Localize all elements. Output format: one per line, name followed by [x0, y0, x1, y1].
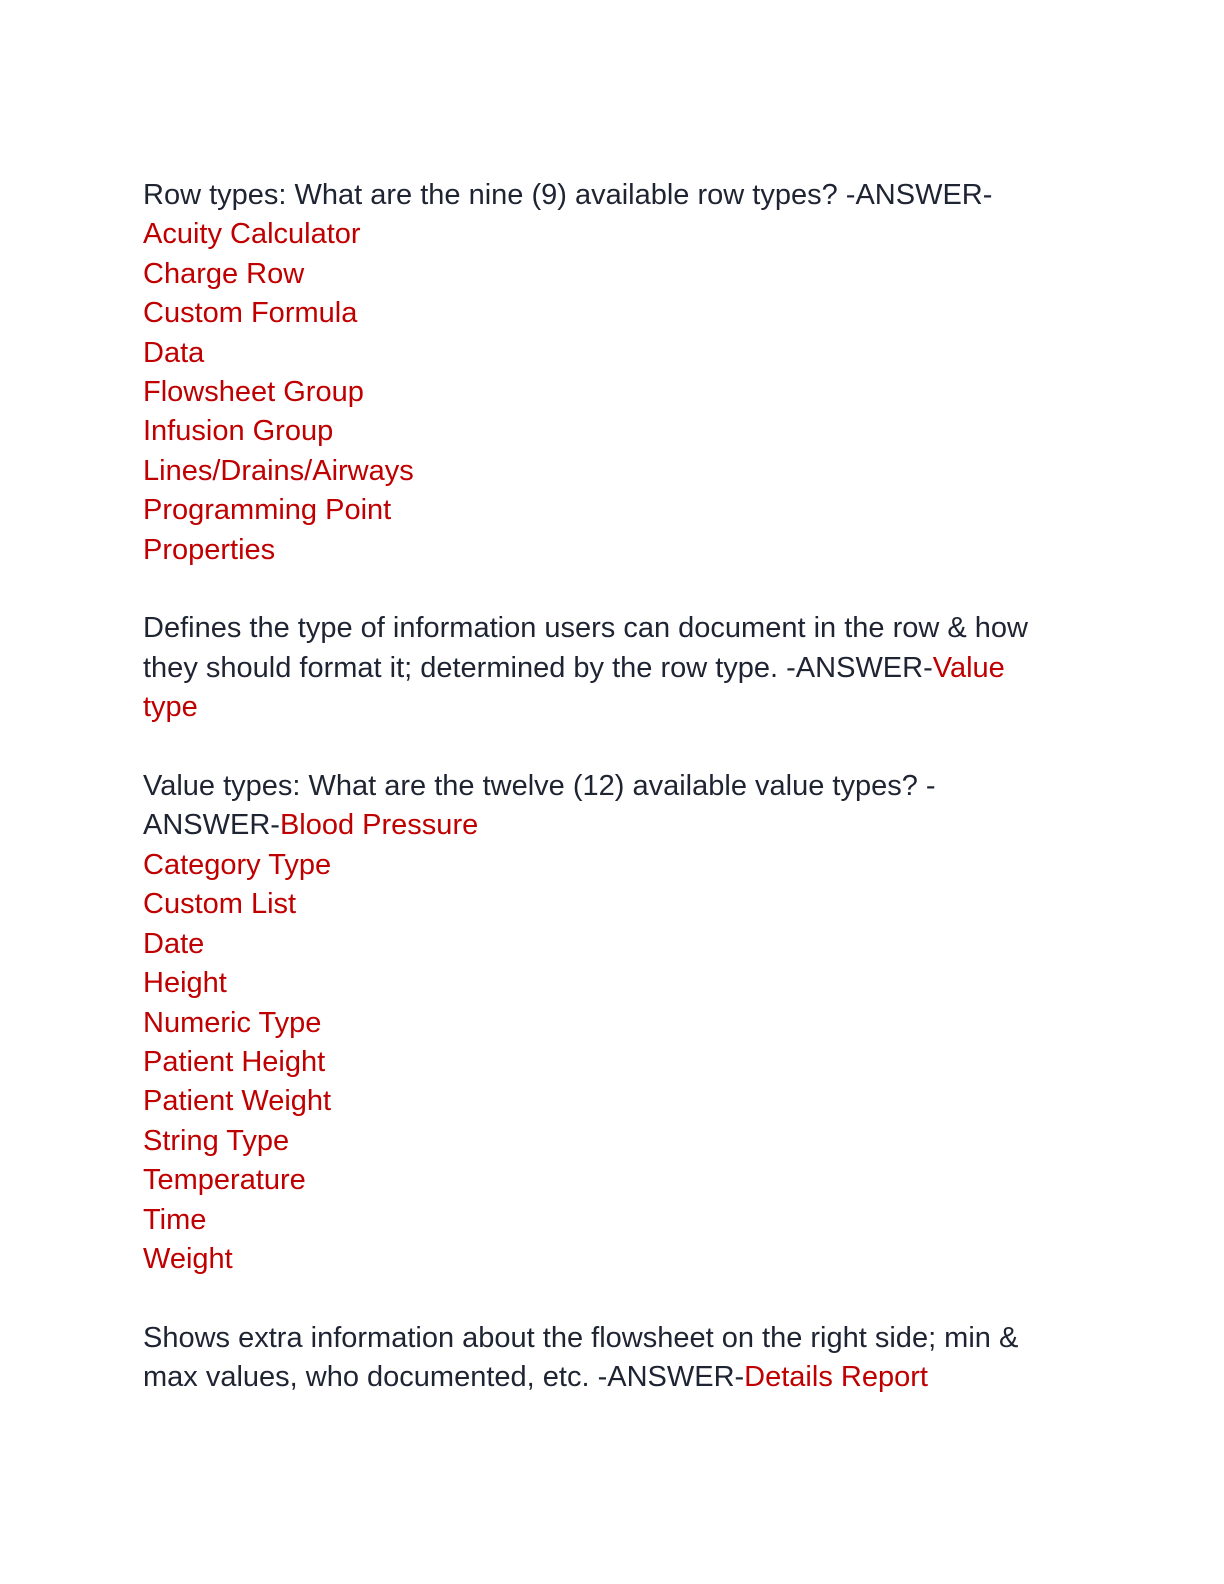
qa-card-value-type-definition — [143, 609, 1083, 727]
answer-item: Height — [143, 967, 227, 1000]
qa-card-row-types — [143, 176, 1083, 570]
question-answer-line — [143, 806, 1083, 845]
answer-item: Acuity Calculator — [143, 218, 361, 251]
question-text: max values, who documented, etc. -ANSWER- — [143, 1361, 745, 1394]
answer-item: Category Type — [143, 848, 332, 881]
answer-item: Temperature — [143, 1164, 306, 1197]
answer-item: Custom List — [143, 888, 297, 921]
document-page — [143, 176, 1083, 1437]
question-text: Row types: What are the nine (9) available row types? -ANSWER- — [143, 179, 993, 211]
question-text: ANSWER- — [143, 809, 280, 842]
answer-item: Weight — [143, 1242, 233, 1275]
answer-item: Infusion Group — [143, 415, 334, 448]
answer-item: Numeric Type — [143, 1006, 322, 1039]
question-text: Shows extra information about the flowsheet on the right side; min & — [143, 1321, 1019, 1354]
answer-item: Data — [143, 336, 205, 369]
answer-item: Custom Formula — [143, 297, 358, 330]
question-text: they should format it; determined by the row type. -ANSWER- — [143, 651, 933, 684]
answer-item: Lines/Drains/Airways — [143, 454, 414, 487]
qa-card-details-report — [143, 1319, 1083, 1398]
answer-item: Date — [143, 927, 205, 960]
answer-item: Flowsheet Group — [143, 376, 364, 409]
answer-item: Patient Height — [143, 1045, 326, 1078]
answer-item: Properties — [143, 533, 276, 566]
question-answer-line — [143, 1358, 1083, 1397]
question-answer-line — [143, 649, 1083, 688]
answer-item: Charge Row — [143, 257, 305, 290]
answer-item: Blood Pressure — [279, 809, 479, 842]
question-text: Value types: What are the twelve (12) available value types? - — [143, 770, 936, 803]
answer-text: type — [143, 691, 198, 724]
qa-card-value-types — [143, 767, 1083, 1279]
answer-item: Time — [143, 1203, 207, 1236]
answer-text: Value — [932, 651, 1005, 684]
answer-item: Patient Weight — [143, 1085, 332, 1118]
answer-text: Details Report — [744, 1361, 928, 1394]
question-text: Defines the type of information users can document in the row & how — [143, 612, 1028, 645]
answer-item: String Type — [143, 1124, 290, 1157]
answer-item: Programming Point — [143, 494, 392, 527]
